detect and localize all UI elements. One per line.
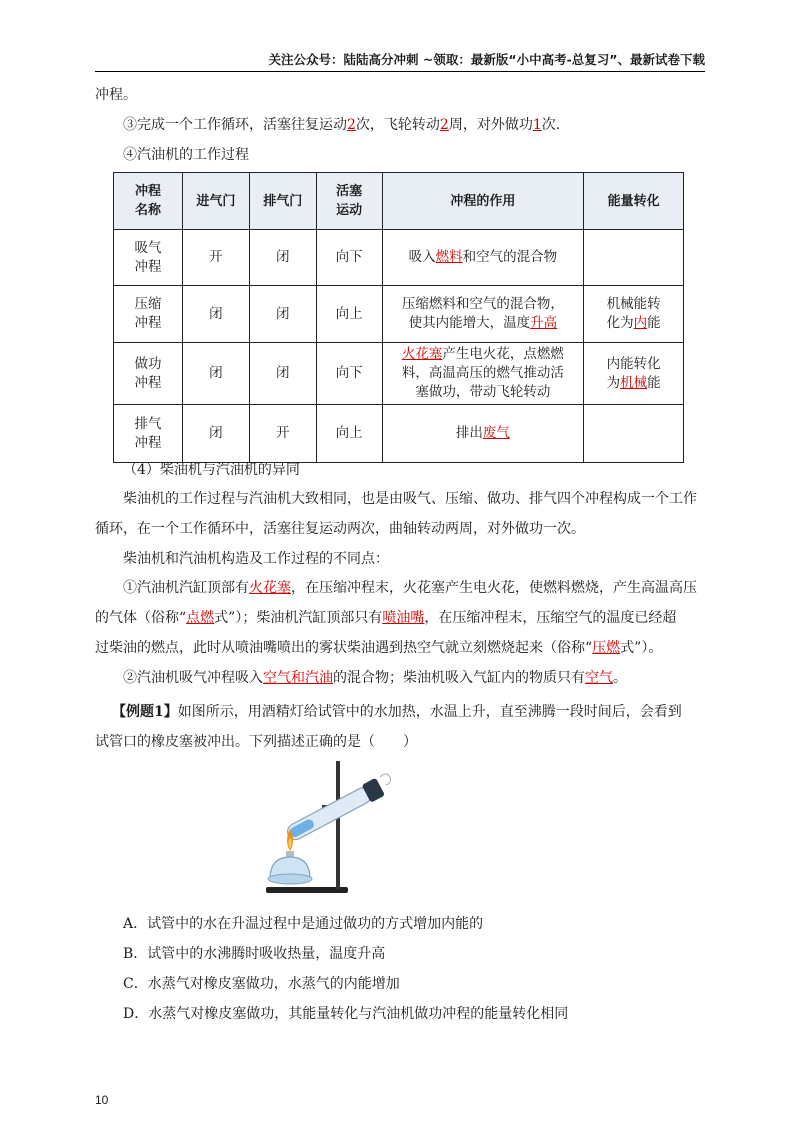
option-d: D．水蒸气对橡皮塞做功，其能量转化与汽油机做功冲程的能量转化相同	[123, 1006, 569, 1022]
engine-stroke-table	[113, 172, 684, 463]
intro-line-2: ③完成一个工作循环，活塞往复运动2次，飞轮转动2周，对外做功1次.	[123, 117, 561, 133]
section4-p2: 柴油机和汽油机构造及工作过程的不同点：	[123, 551, 389, 567]
header-intake: 进气门	[182, 173, 249, 230]
steam-icon	[380, 774, 391, 785]
header-divider	[95, 71, 705, 72]
section4-title: （4）柴油机与汽油机的异同	[123, 462, 300, 478]
intro-line-3: ④汽油机的工作过程	[123, 147, 249, 163]
page-header: 关注公众号：陆陆高分冲刺 ~领取：最新版“小中高考-总复习”、最新试卷下载	[268, 52, 705, 67]
option-b: B．试管中的水沸腾时吸收热量，温度升高	[123, 946, 386, 962]
section4-p3-line3: 过柴油的燃点，此时从喷油嘴喷出的雾状柴油遇到热空气就立刻燃烧起来（俗称“压燃式”）。	[95, 640, 663, 656]
section4-p4: ②汽油机吸气冲程吸入空气和汽油的混合物；柴油机吸入气缸内的物质只有空气。	[123, 670, 627, 686]
table-row: 吸气 冲程 开 闭 向下 吸入燃料和空气的混合物	[114, 230, 684, 286]
section4-p1-line2: 循环，在一个工作循环中，活塞往复运动两次，曲轴转动两周，对外做功一次。	[95, 521, 585, 537]
stand-rod	[336, 761, 340, 889]
section4-p3-line2: 的气体（俗称“点燃式”）；柴油机汽缸顶部只有喷油嘴，在压缩冲程末，压缩空气的温度已经超	[95, 610, 677, 626]
example-line-1: 【例题1】如图所示，用酒精灯给试管中的水加热，水温上升，直至沸腾一段时间后，会看到	[112, 704, 682, 720]
table-row: 排气 冲程 闭 开 向上 排出废气	[114, 405, 684, 463]
option-a: A．试管中的水在升温过程中是通过做功的方式增加内能的	[123, 916, 484, 932]
header-piston: 活塞运动	[316, 173, 382, 230]
header-effect: 冲程的作用	[382, 173, 584, 230]
page-number: 10	[95, 1093, 109, 1107]
test-tube	[284, 778, 385, 844]
intro-line-1: 冲程。	[95, 87, 137, 103]
table-row: 压缩 冲程 闭 闭 向上 压缩燃料和空气的混合物， 使其内能增大，温度升高 机械能转 化为内能	[114, 286, 684, 343]
alcohol-lamp-test-tube-figure	[262, 755, 392, 905]
option-c: C．水蒸气对橡皮塞做功，水蒸气的内能增加	[123, 976, 400, 992]
table-header-row	[114, 173, 684, 230]
table-row: 做功 冲程 闭 闭 向下 火花塞产生电火花，点燃燃 料，高温高压的燃气推动活 塞做功，带动飞轮转动 内能转化 为机械能	[114, 343, 684, 405]
header-energy: 能量转化	[584, 173, 684, 230]
header-stroke-name: 冲程名称	[114, 173, 183, 230]
section4-p1-line1: 柴油机的工作过程与汽油机大致相同，也是由吸气、压缩、做功、排气四个冲程构成一个工作	[123, 491, 697, 507]
header-exhaust: 排气门	[249, 173, 316, 230]
section4-p3-line1: ①汽油机汽缸顶部有火花塞，在压缩冲程末，火花塞产生电火花，使燃料燃烧，产生高温高压	[123, 580, 697, 596]
stand-base	[266, 887, 348, 893]
example-line-2: 试管口的橡皮塞被冲出。下列描述正确的是（ ）	[95, 734, 417, 750]
